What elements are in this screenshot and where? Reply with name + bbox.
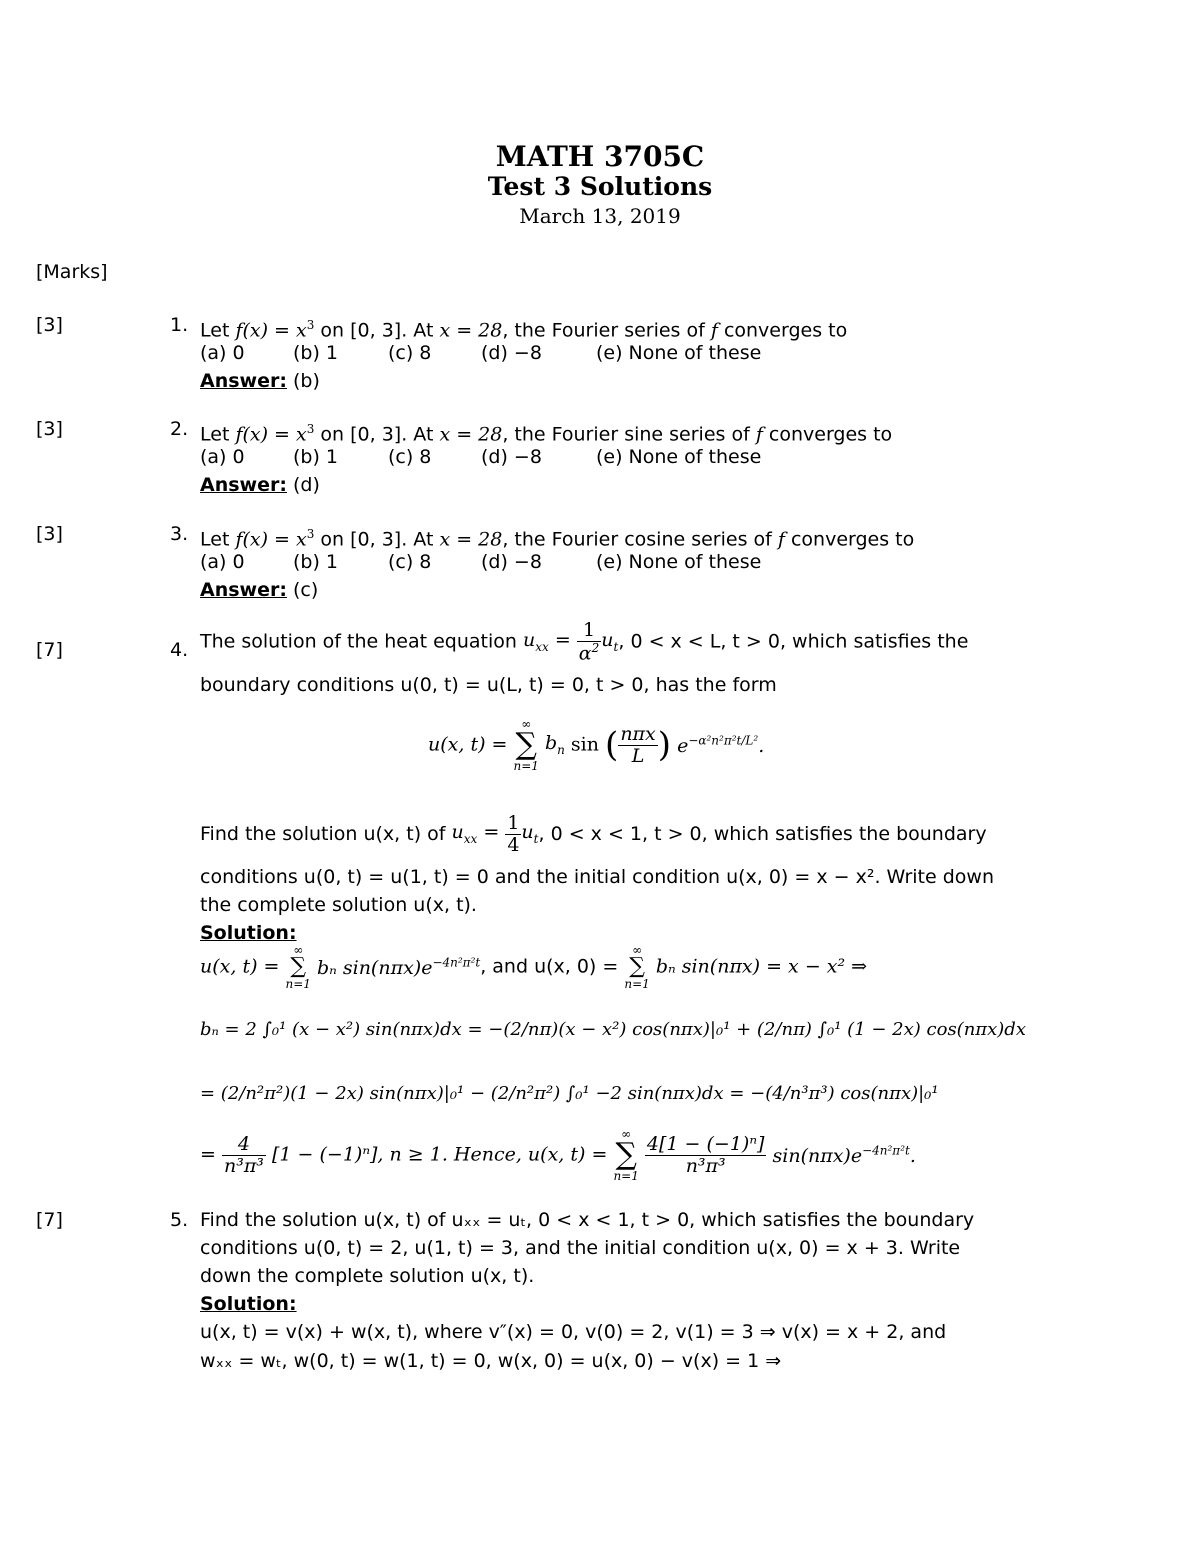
q2-option-a: (a) 0 xyxy=(200,446,245,468)
q4-find-line2: conditions u(0, t) = u(1, t) = 0 and the initial condition u(x, 0) = x − x². Write down xyxy=(200,866,994,888)
q3-option-d: (d) −8 xyxy=(481,551,542,573)
q4-find-line1: Find the solution u(x, t) of $u_{xx}$ = $\frac{1}{4}$ $u_t$, 0 < x < 1, t > 0, which satisfies the boundary xyxy=(200,812,987,856)
q2-options xyxy=(200,443,761,471)
q1-statement: Let $f(x) = x^3$ on [0, 3]. At x = 28, the Fourier series of f converges to xyxy=(200,318,848,342)
q4-solution-step1: u(x, t) = ∞ ∑ n=1 bₙ $\sin(n\pi x)e^{-4n^2\pi^2t}$, and u(x, 0) = ∞ ∑ n=1 bₙ sin(nπx) = x − x² ⇒ xyxy=(200,943,868,991)
q1-options xyxy=(200,339,761,367)
q3-option-c: (c) 8 xyxy=(388,551,432,573)
q2-answer: Answer: (d) xyxy=(200,474,320,496)
q2-number: 2. xyxy=(170,418,189,440)
q2-option-d: (d) −8 xyxy=(481,446,542,468)
q5-line3: down the complete solution u(x, t). xyxy=(200,1265,535,1287)
q3-statement: Let $f(x) = x^3$ on [0, 3]. At x = 28, the Fourier cosine series of f converges to xyxy=(200,527,915,551)
q1-option-c: (c) 8 xyxy=(388,342,432,364)
q4-solution-step2: bₙ = 2 ∫₀¹ (x − x²) sin(nπx)dx = −(2/nπ)(x − x²) cos(nπx)|₀¹ + (2/nπ) ∫₀¹ (1 − 2x) cos(nπx)dx xyxy=(200,1019,1026,1040)
q2-option-e: (e) None of these xyxy=(596,446,762,468)
q1-option-e: (e) None of these xyxy=(596,342,762,364)
q4-marks: [7] xyxy=(36,639,63,661)
q3-answer: Answer: (c) xyxy=(200,579,319,601)
q2-marks: [3] xyxy=(36,418,63,440)
q4-solution-step4: = $\frac{4}{\text{n³π³}}$ [1 − (−1)ⁿ], n ≥ 1. Hence, u(x, t) = ∞ ∑ n=1 $\frac{\text{4[1 − (−1)ⁿ]}}{\text{n³π³}}$ $\sin(n\pi x)e^{-4n^2\pi^2t}$. xyxy=(200,1127,916,1183)
q5-solution-step1: u(x, t) = v(x) + w(x, t), where v″(x) = 0, v(0) = 2, v(1) = 3 ⇒ v(x) = x + 2, and xyxy=(200,1321,947,1343)
q4-line1: The solution of the heat equation $u_{xx}$ = $\frac{1}{\alpha^2}$ $u_t$, 0 < x < L, t > 0, which satisfies the xyxy=(200,619,969,665)
q2-option-b: (b) 1 xyxy=(293,446,339,468)
q5-solution-step2: wₓₓ = wₜ, w(0, t) = w(1, t) = 0, w(x, 0) = u(x, 0) − v(x) = 1 ⇒ xyxy=(200,1350,782,1372)
q4-solution-step3: = (2/n²π²)(1 − 2x) sin(nπx)|₀¹ − (2/n²π²) ∫₀¹ −2 sin(nπx)dx = −(4/n³π³) cos(nπx)|₀¹ xyxy=(200,1083,939,1104)
course-title: MATH 3705C xyxy=(495,140,705,173)
q3-option-e: (e) None of these xyxy=(596,551,762,573)
q3-option-a: (a) 0 xyxy=(200,551,245,573)
q4-formula: u(x, t) = ∞ ∑ n=1 $b_n$ sin ( $\frac{\text{nπx}}{L}$ ) $e^{-\alpha^2n^2\pi^2t/L^2}$. xyxy=(428,717,765,773)
q5-line2: conditions u(0, t) = 2, u(1, t) = 3, and the initial condition u(x, 0) = x + 3. Write xyxy=(200,1237,961,1259)
q1-number: 1. xyxy=(170,314,189,336)
test-title: Test 3 Solutions xyxy=(487,172,713,201)
q4-find-line3: the complete solution u(x, t). xyxy=(200,894,477,916)
test-date: March 13, 2019 xyxy=(519,204,681,228)
q2-statement: Let $f(x) = x^3$ on [0, 3]. At x = 28, the Fourier sine series of f converges to xyxy=(200,422,893,446)
q1-option-b: (b) 1 xyxy=(293,342,339,364)
q4-solution-label: Solution: xyxy=(200,922,297,944)
marks-heading: [Marks] xyxy=(36,261,108,283)
q4-number: 4. xyxy=(170,639,189,661)
q5-number: 5. xyxy=(170,1209,189,1231)
q3-number: 3. xyxy=(170,523,189,545)
q1-option-a: (a) 0 xyxy=(200,342,245,364)
q3-option-b: (b) 1 xyxy=(293,551,339,573)
q5-solution-label: Solution: xyxy=(200,1293,297,1315)
q5-marks: [7] xyxy=(36,1209,63,1231)
q5-line1: Find the solution u(x, t) of uₓₓ = uₜ, 0 < x < 1, t > 0, which satisfies the boundary xyxy=(200,1209,975,1231)
q2-option-c: (c) 8 xyxy=(388,446,432,468)
q3-marks: [3] xyxy=(36,523,63,545)
q3-options xyxy=(200,548,761,576)
q4-line2: boundary conditions u(0, t) = u(L, t) = 0, t > 0, has the form xyxy=(200,674,777,696)
q1-answer: Answer: (b) xyxy=(200,370,320,392)
q1-marks: [3] xyxy=(36,314,63,336)
q1-option-d: (d) −8 xyxy=(481,342,542,364)
